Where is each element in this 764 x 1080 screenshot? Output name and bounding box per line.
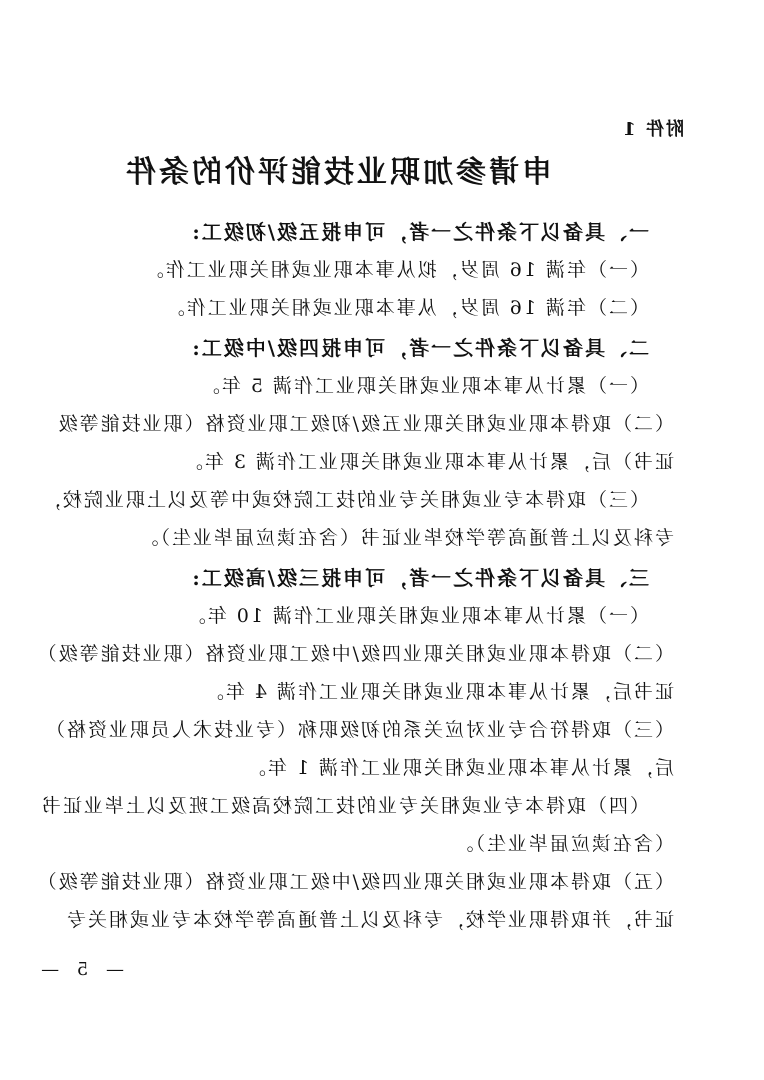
document-title: 申请参加职业技能评价的条件	[123, 155, 552, 190]
paragraph-line: 专科及以上普通高等学校毕业证书（含在读应届毕业生）。	[137, 527, 674, 549]
paragraph-line: （一）累计从事本职业或相关职业工作满 5 年。	[198, 375, 649, 397]
paragraph-line: （二）年满 16 周岁，从事本职业或相关职业工作。	[163, 297, 649, 319]
paragraph-line: 后，累计从事本职业或相关职业工作满 1 年。	[244, 757, 674, 779]
paragraph-line: （二）取得本职业或相关职业四级/中级工职业资格（职业技能等级）	[35, 643, 674, 665]
paragraph-line: （含在读应届毕业生）。	[452, 833, 674, 855]
paragraph-line: （一）累计从事本职业或相关职业工作满 10 年。	[184, 605, 649, 627]
attachment-label: 附件 1	[621, 119, 684, 140]
paragraph-line: （一）年满 16 周岁，拟从事本职业或相关职业工作。	[142, 259, 649, 281]
paragraph-line: 证书后，累计从事本职业或相关职业工作满 4 年。	[202, 681, 674, 703]
section-3-heading: 三、具备以下条件之一者，可申报三级/高级工:	[190, 566, 649, 590]
paragraph-line: 证书，并取得职业学校，专科及以上普通高等学校本专业或相关专	[64, 909, 674, 931]
section-1-heading: 一、具备以下条件之一者，可申报五级/初级工:	[190, 220, 649, 244]
page-number: — 5 —	[35, 959, 124, 980]
paragraph-line: 证书）后，累计从事本职业或相关职业工作满 3 年。	[181, 451, 674, 473]
paragraph-line: （五）取得本职业或相关职业四级/中级工职业资格（职业技能等级）	[35, 871, 674, 893]
paragraph-line: （三）取得本专业或相关专业的技工院校或中等及以上职业院校，	[39, 489, 649, 511]
section-2-heading: 二、具备以下条件之一者，可申报四级/中级工:	[190, 336, 649, 360]
paragraph-line: （三）取得符合专业对应关系的初级职称（专业技术人员职业资格）	[43, 719, 674, 741]
paragraph-line: （二）取得本职业或相关职业五级/初级工职业资格（职业技能等级	[56, 413, 674, 435]
paragraph-line: （四）取得本专业或相关专业的技工院校高级工班及以上毕业证书	[39, 795, 649, 817]
